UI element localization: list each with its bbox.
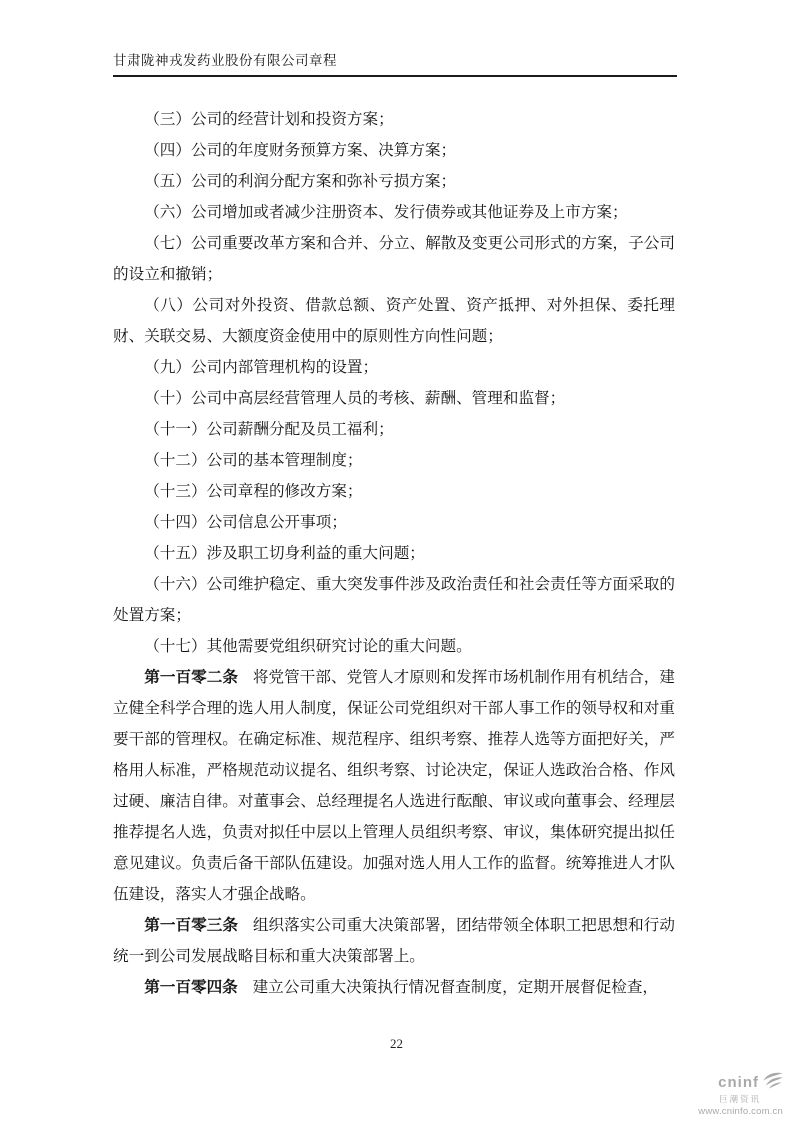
article-102-number: 第一百零二条 [144,669,239,686]
clause-item-10: （十）公司中高层经营管理人员的考核、薪酬、管理和监督； [144,390,566,407]
clause-item-17: （十七）其他需要党组织研究讨论的重大问题。 [144,638,472,655]
cninfo-watermark [663,1072,783,1116]
clause-item-9: （九）公司内部管理机构的设置； [144,359,379,376]
cninfo-url: www.cninfo.com.cn [698,1105,783,1117]
document-body [113,104,675,1003]
cninfo-brand-text: cninf [718,1074,759,1091]
document-title: 甘肃陇神戎发药业股份有限公司章程 [113,49,677,77]
article-104-text: 建立公司重大决策执行情况督查制度，定期开展督促检查， [252,979,659,996]
clause-item-7: （七）公司重要改革方案和合并、分立、解散及变更公司形式的方案，子公司的设立和撤销； [113,235,675,283]
cninfo-chinese-name: 巨潮资讯 [718,1094,761,1104]
cninfo-brand-row [663,1072,783,1093]
article-104-number: 第一百零四条 [144,979,238,996]
article-103-number: 第一百零三条 [144,917,239,934]
clause-item-13: （十三）公司章程的修改方案； [144,483,363,500]
article-104 [113,972,675,1003]
clause-item-16: （十六）公司维护稳定、重大突发事件涉及政治责任和社会责任等方面采取的处置方案； [113,576,675,624]
clause-item-14: （十四）公司信息公开事项； [144,514,347,531]
cninfo-swirl-icon [761,1072,783,1093]
clause-item-15: （十五）涉及职工切身利益的重大问题； [144,545,425,562]
page-number: 22 [390,1036,403,1051]
clause-item-5: （五）公司的利润分配方案和弥补亏损方案； [144,173,457,190]
page-header [113,49,677,77]
clause-item-4: （四）公司的年度财务预算方案、决算方案； [144,142,457,159]
clause-item-8: （八）公司对外投资、借款总额、资产处置、资产抵押、对外担保、委托理财、关联交易、大额度资金使用中的原则性方向性问题； [113,297,675,345]
clause-item-6: （六）公司增加或者减少注册资本、发行债券或其他证券及上市方案； [144,204,628,221]
article-102 [113,662,675,910]
clause-item-3: （三）公司的经营计划和投资方案； [144,111,394,128]
article-103 [113,910,675,972]
article-103-text: 组织落实公司重大决策部署，团结带领全体职工把思想和行动统一到公司发展战略目标和重大决策部署上。 [113,917,675,965]
article-102-text: 将党管干部、党管人才原则和发挥市场机制作用有机结合，建立健全科学合理的选人用人制度，保证公司党组织对干部人事工作的领导权和对重要干部的管理权。在确定标准、规范程序、组织考察、推荐人选等方面把好关，严格用人标准，严格规范动议提名、组织考察、讨论决定，保证人选政治合格、作风过硬、廉洁自律。对董事会、总经理提名人选进行酝酿、审议或向董事会、经理层推荐提名人选，负责对拟任中层以上管理人员组织考察、审议，集体研究提出拟任意见建议。负责后备干部队伍建设。加强对选人用人工作的监督。统筹推进人才队伍建设，落实人才强企战略。 [113,669,675,903]
clause-item-11: （十一）公司薪酬分配及员工福利； [144,421,394,438]
clause-item-12: （十二）公司的基本管理制度； [144,452,363,469]
